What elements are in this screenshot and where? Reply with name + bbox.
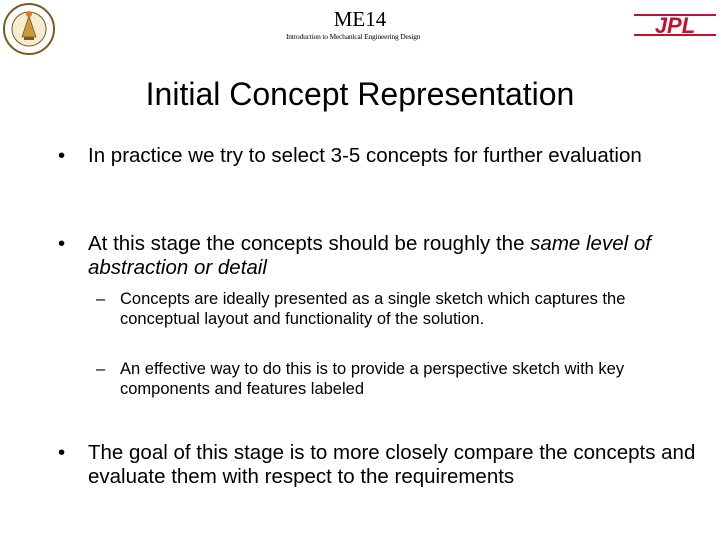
bullet-item bbox=[58, 144, 698, 168]
sub-bullet-text: An effective way to do this is to provide a perspective sketch with key components and features labeled bbox=[120, 360, 625, 398]
bullet-text-italic: same level of abstraction or detail bbox=[88, 232, 651, 279]
bullet-marker: • bbox=[58, 144, 66, 167]
jpl-logo-text: JPL bbox=[654, 13, 696, 38]
bullet-item bbox=[58, 232, 698, 280]
bullet-text bbox=[88, 232, 698, 280]
bullet-text: The goal of this stage is to more closely compare the concepts and evaluate them with respect to the requirements bbox=[88, 441, 696, 488]
sub-bullet-item bbox=[96, 289, 696, 329]
sub-bullet-marker: – bbox=[96, 290, 106, 308]
sub-bullet-marker: – bbox=[96, 360, 106, 378]
slide-title: Initial Concept Representation bbox=[145, 76, 575, 112]
course-subtitle: Introduction to Mechanical Engineering Design bbox=[286, 32, 421, 41]
bullet-text: In practice we try to select 3-5 concepts for further evaluation bbox=[88, 144, 642, 167]
course-code: ME14 bbox=[333, 7, 387, 31]
sub-bullet-text: Concepts are ideally presented as a single sketch which captures the conceptual layout and functionality of the solution. bbox=[120, 290, 626, 328]
sub-bullet-item bbox=[96, 359, 696, 399]
bullet-marker: • bbox=[58, 232, 66, 255]
bullet-text-plain: At this stage the concepts should be roughly the bbox=[88, 232, 531, 255]
bullet-marker: • bbox=[58, 441, 66, 464]
bullet-item bbox=[58, 441, 698, 489]
